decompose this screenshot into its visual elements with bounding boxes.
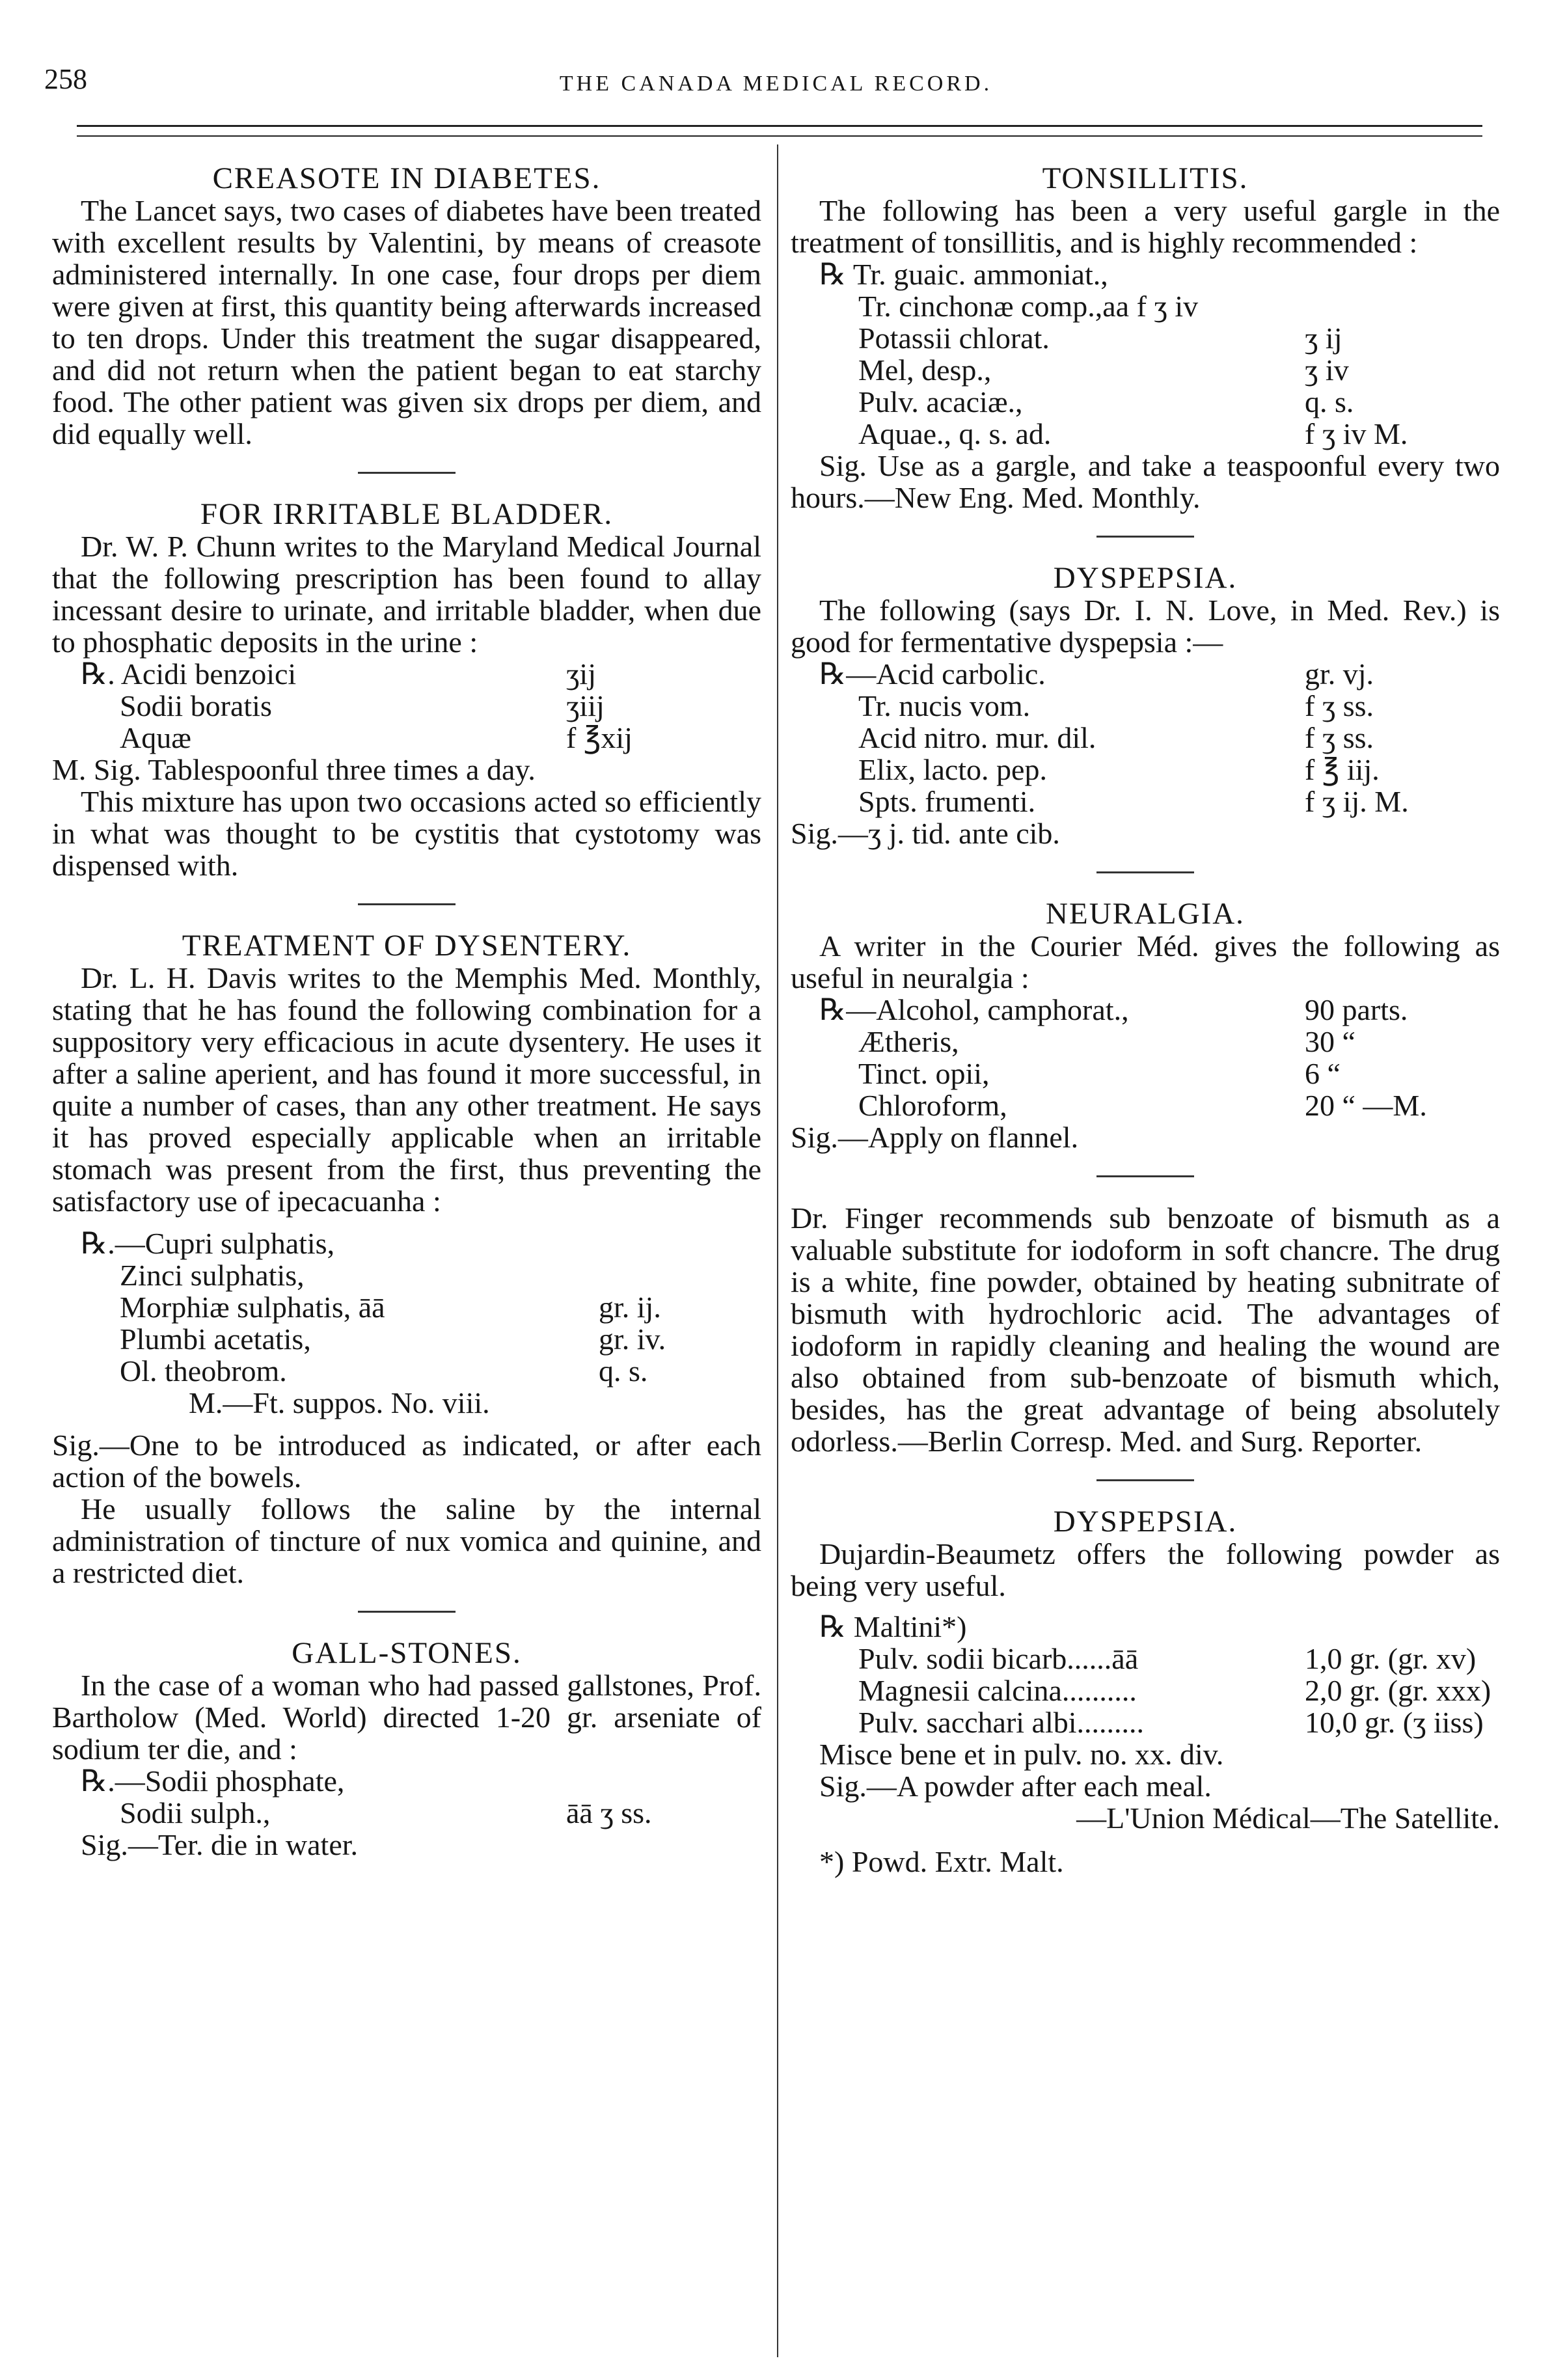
running-title: THE CANADA MEDICAL RECORD. [559,72,993,96]
rx-line: Mel, desp., ʒ iv [858,353,1349,387]
article-title: FOR IRRITABLE BLADDER. [200,497,614,531]
article-title: DYSPEPSIA. [1053,561,1238,595]
rx-sig: Sig.—ʒ j. tid. ante cib. [791,817,1060,850]
rx-line: Pulv. sacchari albi......... 10,0 gr. (ʒ iiss) [858,1706,1484,1739]
rx-line: Aquae., q. s. ad. f ʒ iv M. [858,417,1408,450]
rx-line: ℞. Acidi benzoici ʒij [81,657,596,691]
article-body: Dr. L. H. Davis writes to the Memphis Med. Monthly, stating that he has found the following combination for a suppository very efficacious in acute dysentery. He uses it after a saline aperient, and has found it more successful, in quite a number of cases, than any other treatment. He says it has proved especially applicable when an irritable stomach was present from the first, thus preventing the satisfactory use of ipecacuanha : [52,961,761,1218]
prescription [791,1611,1500,1738]
rx-line: Aquæ f ℥xij [120,721,633,754]
rx-line: ℞ Maltini*) [819,1610,967,1643]
rx-line: Tr. cinchonæ comp.,aa f ʒ iv [858,290,1199,323]
article-body: A writer in the Courier Méd. gives the following as useful in neuralgia : [791,929,1500,994]
rx-line: Elix, lacto. pep. f ℥ iij. [858,753,1380,786]
rx-sig: M. Sig. Tablespoonful three times a day. [52,753,536,786]
article-title: TONSILLITIS. [1042,161,1249,195]
section-separator [1096,1175,1194,1177]
rx-line: Tr. nucis vom. f ʒ ss. [858,689,1374,722]
rx-line: Zinci sulphatis, [120,1259,305,1292]
column-divider [777,144,778,2357]
rx-sig: Sig. Use as a gargle, and take a teaspoonful every two hours.—New Eng. Med. Monthly. [791,449,1500,514]
prescription [791,994,1500,1121]
right-column [791,163,1500,1878]
article-title: CREASOTE IN DIABETES. [212,161,601,195]
prescription [791,658,1500,817]
article-body: The following (says Dr. I. N. Love, in Med. Rev.) is good for fermentative dyspepsia :— [791,594,1500,659]
rx-line: ℞.—Sodii phosphate, [81,1764,345,1798]
rx-sig: Sig.—One to be introduced as indicated, or after each action of the bowels. [52,1429,761,1494]
page-number: 258 [44,63,87,95]
rx-line: ℞—Acid carbolic. gr. vj. [819,657,1374,691]
rx-line: Sodii sulph., āā ʒ ss. [120,1796,652,1829]
prescription [52,1765,761,1829]
rx-line: Chloroform, 20 “ —M. [858,1089,1427,1122]
rx-sig: Sig.—Apply on flannel. [791,1121,1079,1154]
rx-line: Ætheris, 30 “ [858,1025,1355,1058]
rx-line: Spts. frumenti. f ʒ ij. M. [858,785,1409,818]
section-separator [358,1611,456,1613]
section-separator [1096,871,1194,873]
rx-line: Sodii boratis ʒiij [120,689,605,722]
article-body: Dr. W. P. Chunn writes to the Maryland Medical Journal that the following prescription has been found to allay incessant desire to urinate, and irritable bladder, when due to phosphatic deposits in the urine : [52,530,761,659]
article-dyspepsia-powder [791,1506,1500,1878]
rx-line: ℞.—Cupri sulphatis, [81,1227,335,1260]
section-separator [1096,1479,1194,1481]
rx-line: ℞ Tr. guaic. ammoniat., [819,258,1108,291]
article-neuralgia [791,898,1500,1153]
rx-sig: Sig.—A powder after each meal. [819,1770,1212,1803]
source-attribution: —L'Union Médical—The Satellite. [1076,1801,1500,1835]
prescription [52,658,761,754]
article-title: GALL-STONES. [292,1636,522,1670]
rx-line: Potassii chlorat. ʒ ij [858,321,1342,355]
article-body: He usually follows the saline by the internal administration of tincture of nux vomica and quinine, and a restricted diet. [52,1492,761,1589]
article-creasote [52,163,761,450]
rx-line: Pulv. sodii bicarb......āā 1,0 gr. (gr. xv) [858,1642,1477,1675]
article-body: The following has been a very useful gargle in the treatment of tonsillitis, and is highly recommended : [791,194,1500,259]
rx-line: Morphiæ sulphatis, āā gr. ij. [120,1291,661,1324]
section-separator [358,903,456,905]
article-dyspepsia-love [791,562,1500,849]
article-title: TREATMENT OF DYSENTERY. [182,929,632,963]
article-body: In the case of a woman who had passed gallstones, Prof. Bartholow (Med. World) directed 1-20 gr. arseniate of sodium ter die, and : [52,1669,761,1766]
rx-sig: Sig.—Ter. die in water. [81,1828,359,1861]
article-tonsillitis [791,163,1500,513]
article-gall-stones [52,1637,761,1861]
article-body: The Lancet says, two cases of diabetes have been treated with excellent results by Valentini, by means of creasote administered internally. In one case, four drops per diem were given at first, this quantity being afterwards increased to ten drops. Under this treatment the sugar disappeared, and did not return when the patient began to eat starchy food. The other patient was given six drops per diem, and did equally well. [52,194,761,450]
prescription [52,1227,761,1419]
rx-line: Acid nitro. mur. dil. f ʒ ss. [858,721,1374,754]
article-title: NEURALGIA. [1046,897,1245,931]
article-dysentery [52,930,761,1589]
rx-misce: Misce bene et in pulv. no. xx. div. [819,1738,1224,1771]
section-separator [1096,536,1194,538]
article-body: Dr. Finger recommends sub benzoate of bismuth as a valuable substitute for iodoform in soft chancre. The drug is a white, fine powder, obtained by heating subnitrate of bismuth with hydrochloric acid. The advantages of iodoform in rapidly cleaning and healing the wound are also obtained from sub-benzoate of bismuth which, besides, has the great advantage of being absolutely odorless.—Berlin Corresp. Med. and Surg. Reporter. [791,1201,1500,1458]
rx-line: Magnesii calcina.......... 2,0 gr. (gr. xxx) [858,1674,1491,1707]
article-body: This mixture has upon two occasions acted so efficiently in what was thought to be cystitis that cystotomy was dispensed with. [52,785,761,882]
rx-line: Tinct. opii, 6 “ [858,1057,1341,1090]
prescription [791,258,1500,450]
rx-line: Pulv. acaciæ., q. s. [858,385,1354,418]
rx-line: ℞—Alcohol, camphorat., 90 parts. [819,993,1408,1026]
left-column [52,163,761,1861]
section-separator [358,472,456,474]
article-irritable-bladder [52,499,761,881]
article-body: Dujardin-Beaumetz offers the following powder as being very useful. [791,1537,1500,1602]
header-rule-secondary [77,135,1482,137]
article-title: DYSPEPSIA. [1053,1505,1238,1539]
header-rule [77,125,1482,127]
footnote: *) Powd. Extr. Malt. [819,1845,1064,1878]
rx-line: M.—Ft. suppos. No. viii. [189,1386,490,1419]
article-bismuth [791,1202,1500,1457]
rx-line: Ol. theobrom. q. s. [120,1354,648,1388]
rx-line: Plumbi acetatis, gr. iv. [120,1322,666,1356]
